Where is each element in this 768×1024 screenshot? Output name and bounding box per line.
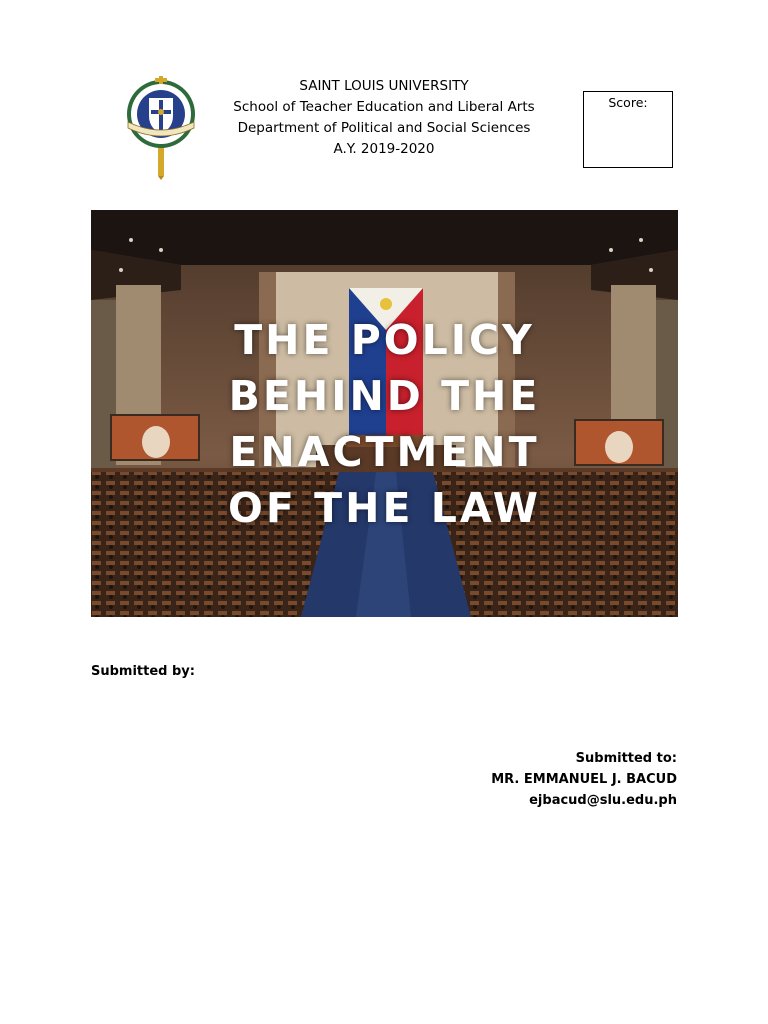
submitted-to-block [491,748,677,811]
school-name: School of Teacher Education and Liberal Arts [233,99,535,115]
cover-title [91,312,678,536]
cover-title-line: THE POLICY [234,316,535,364]
institution-header [200,76,568,160]
department-name: Department of Political and Social Sciences [237,120,531,136]
instructor-name: MR. EMMANUEL J. BACUD [491,772,677,787]
cover-title-line: BEHIND THE [228,372,541,420]
score-label: Score: [608,95,648,110]
university-seal-icon [122,76,200,180]
university-seal [122,76,200,180]
submitted-by-label: Submitted by: [91,664,195,679]
instructor-email: ejbacud@slu.edu.ph [529,793,677,808]
university-name: SAINT LOUIS UNIVERSITY [299,78,469,94]
score-box [583,91,673,168]
submitted-to-label: Submitted to: [575,751,677,766]
cover-title-line: ENACTMENT [229,428,540,476]
academic-year: A.Y. 2019-2020 [333,141,435,157]
cover-title-line: OF THE LAW [228,484,541,532]
cover-image [91,210,678,617]
